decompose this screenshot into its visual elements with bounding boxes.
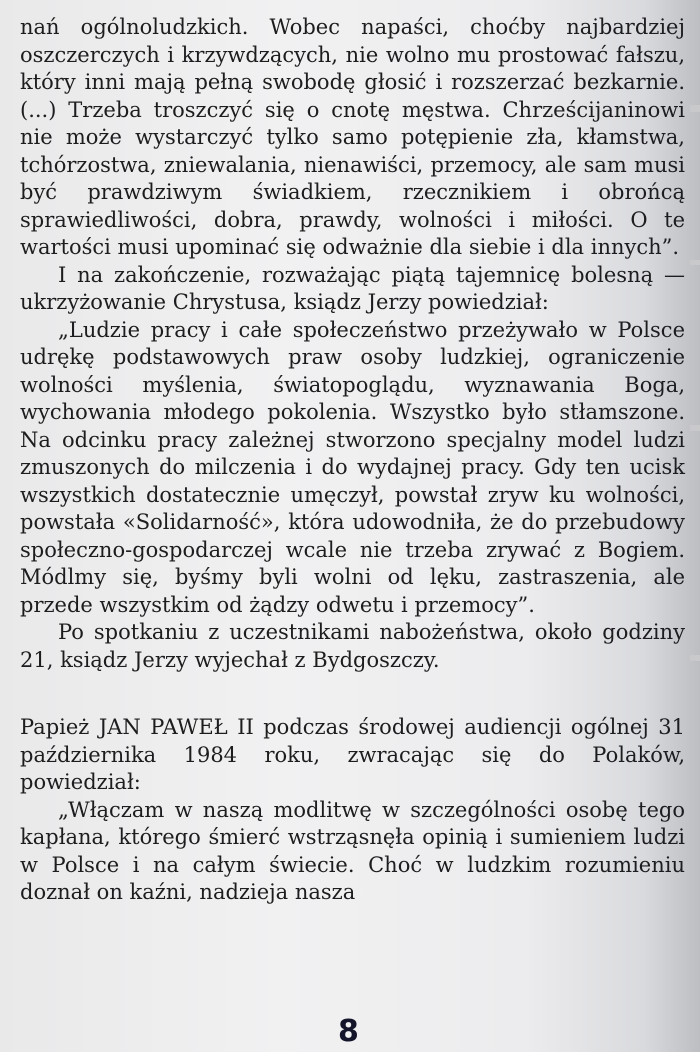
paragraph-5: Papież JAN PAWEŁ II podczas środowej audiencji ogólnej 31 października 1984 roku, zwracając się do Polaków, powiedział: bbox=[20, 715, 685, 794]
body-text bbox=[20, 14, 685, 907]
quote-paragraph-6: „Włączam w naszą modlitwę w szczególności osobę tego kapłana, którego śmierć wstrząsnęła opinią i sumieniem ludzi w Polsce i na całym świecie. Choć w ludzkim rozumieniu doznał on kaźni, nadzieja nasza bbox=[20, 797, 685, 904]
paragraph-2: I na zakończenie, rozważając piątą tajemnicę bolesną — ukrzyżowanie Chrystusa, ksiądz Jerzy powiedział: bbox=[20, 262, 685, 314]
page-edge-shadow bbox=[690, 260, 700, 265]
paragraph-4: Po spotkaniu z uczestnikami nabożeństwa, około godziny 21, ksiądz Jerzy wyjechał z Bydgoszczy. bbox=[20, 620, 685, 672]
page-edge-shadow bbox=[690, 655, 700, 661]
quote-paragraph-3: „Ludzie pracy i całe społeczeństwo przeżywało w Polsce udrękę podstawowych praw osoby ludzkiej, ograniczenie wolności myślenia, światopoglądu, wyznawania Boga, wychowania młodego pokolenia. Wszystko było stłamszone. Na odcinku pracy zależnej stworzono specjalny model ludzi zmuszonych do milczenia i do wydajnej pracy. Gdy ten ucisk wszystkich dostatecznie umęczył, powstał zryw ku wolności, powstała «Solidarność», która udowodniła, że do przebudowy społeczno-gospodarczej wcale nie trzeba zrywać z Bogiem. Módlmy się, byśmy byli wolni od lęku, zastraszenia, ale przede wszystkim od żądzy odwetu i przemocy”. bbox=[20, 317, 685, 617]
page-edge-shadow bbox=[690, 105, 700, 112]
page-number: 8 bbox=[338, 1014, 359, 1049]
paragraph-1: nań ogólnoludzkich. Wobec napaści, choćby najbardziej oszczerczych i krzywdzących, nie wolno mu prostować fałszu, który inni mają pełną swobodę głosić i rozszerzać bezkarnie. (...) Trzeba troszczyć się o cnotę męstwa. Chrześcijaninowi nie może wystarczyć tylko samo potępienie zła, kłamstwa, tchórzostwa, zniewalania, nienawiści, przemocy, ale sam musi być prawdziwym świadkiem, rzecznikiem i obrońcą sprawiedliwości, dobra, prawdy, wolności i miłości. O te wartości musi upominać się odważnie dla siebie i dla innych”. bbox=[20, 15, 685, 259]
page-edge-shadow bbox=[690, 425, 700, 431]
